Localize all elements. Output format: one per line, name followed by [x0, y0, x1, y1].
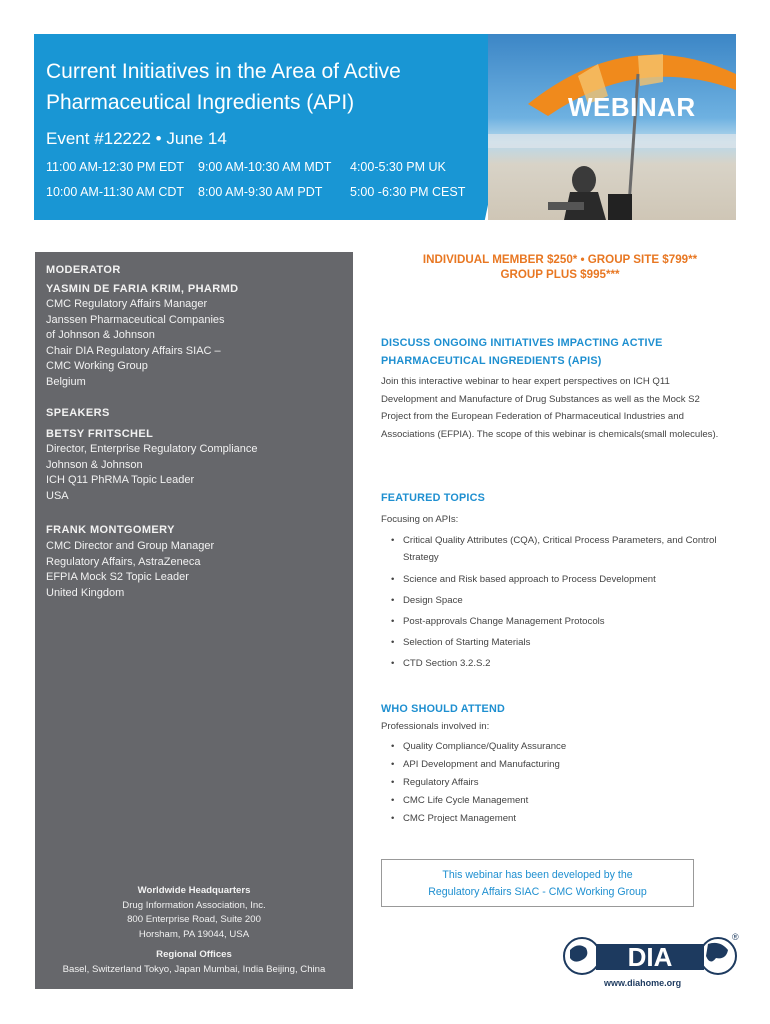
time-pdt: 8:00 AM-9:30 AM PDT	[198, 185, 323, 199]
developed-line-2: Regulatory Affairs SIAC - CMC Working Group	[428, 886, 647, 898]
list-item: • CTD Section 3.2.S.2	[391, 655, 721, 672]
speaker-2-name: FRANK MONTGOMERY	[46, 524, 175, 536]
times-row-2	[46, 185, 465, 199]
event-info: Event #12222 • June 14	[46, 129, 227, 148]
page-title	[46, 56, 516, 118]
speaker-1-line: Director, Enterprise Regulatory Compliance	[46, 443, 258, 455]
speaker-2-details	[46, 539, 214, 601]
speaker-1-name: BETSY FRITSCHEL	[46, 428, 154, 440]
speakers-sidebar	[35, 252, 353, 989]
title-line-2: Pharmaceutical Ingredients (API)	[46, 91, 355, 114]
title-line-1: Current Initiatives in the Area of Active	[46, 60, 401, 83]
list-item: • CMC Life Cycle Management	[391, 792, 721, 810]
list-item: • Critical Quality Attributes (CQA), Critical Process Parameters, and Control Strategy	[391, 532, 721, 566]
speaker-2-line: EFPIA Mock S2 Topic Leader	[46, 571, 189, 584]
featured-intro: Focusing on APIs:	[381, 514, 459, 525]
moderator-line: Belgium	[46, 375, 86, 388]
pricing-line-1: INDIVIDUAL MEMBER $250* • GROUP SITE $799**	[422, 253, 698, 266]
time-edt: 11:00 AM-12:30 PM EDT	[46, 160, 185, 174]
pricing	[370, 252, 750, 282]
hq-line: Drug Information Association, Inc.	[122, 899, 266, 911]
moderator-line: of Johnson & Johnson	[46, 329, 155, 342]
regional-offices: Basel, Switzerland Tokyo, Japan Mumbai, India Beijing, China	[62, 963, 326, 975]
hq-line: 800 Enterprise Road, Suite 200	[127, 914, 261, 925]
speaker-2-line: CMC Director and Group Manager	[46, 540, 215, 552]
featured-heading: FEATURED TOPICS	[381, 492, 485, 504]
speakers-heading: SPEAKERS	[46, 407, 110, 419]
beach-photo	[488, 34, 736, 220]
website-url: www.diahome.org	[604, 978, 682, 988]
time-mdt: 9:00 AM-10:30 AM MDT	[198, 160, 332, 174]
list-item: • Regulatory Affairs	[391, 774, 721, 792]
time-cdt: 10:00 AM-11:30 AM CDT	[46, 185, 185, 199]
headquarters-block	[35, 884, 353, 977]
logo-text: DIA	[627, 942, 673, 972]
time-uk: 4:00-5:30 PM UK	[350, 160, 446, 174]
time-cest: 5:00 -6:30 PM CEST	[350, 185, 466, 199]
speaker-2-line: United Kingdom	[46, 586, 125, 599]
discuss-heading	[381, 334, 663, 370]
regional-heading: Regional Offices	[156, 949, 232, 960]
discuss-body: Join this interactive webinar to hear expert perspectives on ICH Q11 Development and Manufacture of Drug Substances as well as the Mock S2 Project from the European Federation of Pharmaceutical Industries and Associations (EFPIA). The scope of this webinar is chemicals(small molecules).	[381, 376, 719, 440]
list-item: • CMC Project Management	[391, 810, 721, 828]
discuss-heading-line-1: DISCUSS ONGOING INITIATIVES IMPACTING ACTIVE	[381, 337, 663, 349]
featured-list	[391, 532, 721, 672]
list-item: • Design Space	[391, 592, 721, 609]
list-item: • Post-approvals Change Management Protocols	[391, 613, 721, 630]
list-item: • Science and Risk based approach to Process Development	[391, 571, 721, 588]
beach-umbrella-illustration	[488, 34, 736, 220]
attend-heading: WHO SHOULD ATTEND	[381, 703, 505, 715]
developed-by-box	[381, 859, 694, 907]
speaker-1-line: ICH Q11 PhRMA Topic Leader	[46, 474, 195, 487]
discuss-heading-line-2: PHARMACEUTICAL INGREDIENTS (APIS)	[381, 355, 602, 367]
speaker-2-line: Regulatory Affairs, AstraZeneca	[46, 555, 201, 568]
pricing-line-2: GROUP PLUS $995***	[500, 268, 620, 281]
speaker-1-line: USA	[46, 489, 69, 502]
hq-heading: Worldwide Headquarters	[137, 885, 251, 896]
list-item: • Selection of Starting Materials	[391, 634, 721, 651]
hq-line: Horsham, PA 19044, USA	[138, 928, 250, 940]
moderator-heading: MODERATOR	[46, 264, 121, 276]
list-item: • Quality Compliance/Quality Assurance	[391, 738, 721, 756]
moderator-line: CMC Working Group	[46, 360, 148, 373]
moderator-line: Chair DIA Regulatory Affairs SIAC –	[46, 344, 221, 357]
speaker-1-line: Johnson & Johnson	[46, 458, 143, 471]
registered-mark: ®	[732, 932, 739, 942]
moderator-details	[46, 297, 225, 391]
times-row-1	[46, 160, 446, 174]
moderator-name: YASMIN DE FARIA KRIM, PHARMD	[46, 283, 239, 295]
attend-list	[391, 738, 721, 828]
moderator-line: CMC Regulatory Affairs Manager	[46, 298, 208, 310]
webinar-badge: WEBINAR	[568, 92, 696, 122]
moderator-line: Janssen Pharmaceutical Companies	[46, 313, 225, 326]
attend-intro: Professionals involved in:	[381, 721, 490, 732]
speaker-1-details	[46, 442, 258, 504]
developed-line-1: This webinar has been developed by the	[442, 869, 633, 881]
list-item: • API Development and Manufacturing	[391, 756, 721, 774]
